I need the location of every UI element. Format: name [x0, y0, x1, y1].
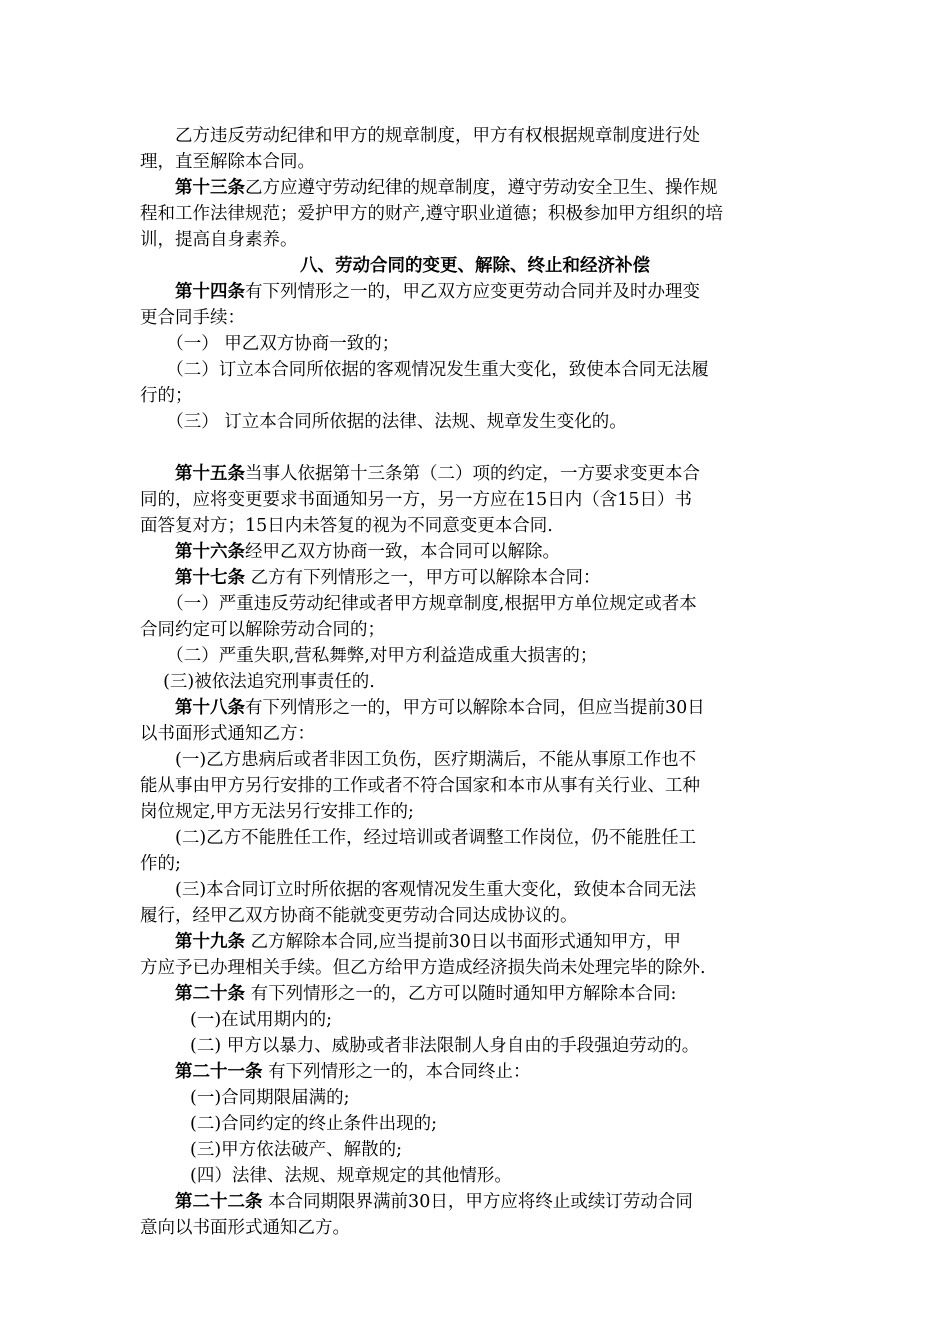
text-line: 乙方违反劳动纪律和甲方的规章制度，甲方有权根据规章制度进行处 — [140, 126, 700, 146]
text-line: 岗位规定,甲方无法另行安排工作的; — [140, 802, 414, 822]
text-line: 面答复对方；15日内未答复的视为不同意变更本合同. — [140, 516, 553, 536]
text-line: (二)乙方不能胜任工作，经过培训或者调整工作岗位，仍不能胜任工 — [140, 828, 697, 848]
text-line: 履行，经甲乙双方协商不能就变更劳动合同达成协议的。 — [140, 906, 578, 926]
section-heading: 八、劳动合同的变更、解除、终止和经济补偿 — [300, 256, 650, 276]
article-22: 第二十二条 本合同期限界满前30日，甲方应将终止或续订劳动合同 — [140, 1192, 693, 1212]
article-21: 第二十一条 有下列情形之一的，本合同终止： — [140, 1062, 531, 1082]
text-line: 行的； — [140, 386, 193, 406]
text-line: (一)在试用期内的; — [190, 1010, 333, 1030]
text-line: （一）严重违反劳动纪律或者甲方规章制度,根据甲方单位规定或者本 — [140, 594, 697, 614]
text-line: （二）订立本合同所依据的客观情况发生重大变化，致使本合同无法履 — [140, 360, 709, 380]
article-19: 第十九条 乙方解除本合同,应当提前30日以书面形式通知甲方，甲 — [140, 932, 681, 952]
text-line: 方应予已办理相关手续。但乙方给甲方造成经济损失尚未处理完毕的除外. — [140, 958, 706, 978]
text-line: 训，提高自身素养。 — [140, 230, 298, 250]
text-line: （三） 订立本合同所依据的法律、法规、规章发生变化的。 — [140, 412, 627, 432]
text-line: 理，直至解除本合同。 — [140, 152, 315, 172]
article-13: 第十三条乙方应遵守劳动纪律的规章制度，遵守劳动安全卫生、操作规 — [140, 178, 718, 198]
article-18: 第十八条有下列情形之一的，甲方可以解除本合同，但应当提前30日 — [140, 698, 705, 718]
text-line: (二) 甲方以暴力、威胁或者非法限制人身自由的手段强迫劳动的。 — [190, 1036, 700, 1056]
text-line: (三)被依法追究刑事责任的. — [140, 672, 375, 692]
text-line: （二）严重失职,营私舞弊,对甲方利益造成重大损害的； — [140, 646, 598, 666]
text-line: 同的，应将变更要求书面通知另一方，另一方应在15日内（含15日）书 — [140, 490, 693, 510]
text-line: 作的; — [140, 854, 181, 874]
article-17: 第十七条 乙方有下列情形之一，甲方可以解除本合同： — [140, 568, 601, 588]
article-16: 第十六条经甲乙双方协商一致，本合同可以解除。 — [140, 542, 560, 562]
text-line: 合同约定可以解除劳动合同的； — [140, 620, 385, 640]
text-line: 以书面形式通知乙方： — [140, 724, 315, 744]
text-line: 能从事由甲方另行安排的工作或者不符合国家和本市从事有关行业、工种 — [140, 776, 700, 796]
article-14: 第十四条有下列情形之一的，甲乙双方应变更劳动合同并及时办理变 — [140, 282, 700, 302]
text-line: 意向以书面形式通知乙方。 — [140, 1218, 350, 1238]
text-line: (一)乙方患病后或者非因工负伤，医疗期满后，不能从事原工作也不 — [140, 750, 697, 770]
article-20: 第二十条 有下列情形之一的，乙方可以随时通知甲方解除本合同: — [140, 984, 677, 1004]
text-line: (三)本合同订立时所依据的客观情况发生重大变化，致使本合同无法 — [140, 880, 697, 900]
article-15: 第十五条当事人依据第十三条第（二）项的约定，一方要求变更本合 — [140, 464, 700, 484]
text-line: 程和工作法律规范；爱护甲方的财产,遵守职业道德；积极参加甲方组织的培 — [140, 204, 724, 224]
text-line: (四）法律、法规、规章规定的其他情形。 — [190, 1166, 512, 1186]
text-line: (三)甲方依法破产、解散的; — [190, 1140, 403, 1160]
text-line: (二)合同约定的终止条件出现的; — [190, 1114, 438, 1134]
text-line: (一)合同期限届满的; — [190, 1088, 350, 1108]
text-line: （一） 甲乙双方协商一致的； — [140, 334, 400, 354]
text-line: 更合同手续： — [140, 308, 245, 328]
